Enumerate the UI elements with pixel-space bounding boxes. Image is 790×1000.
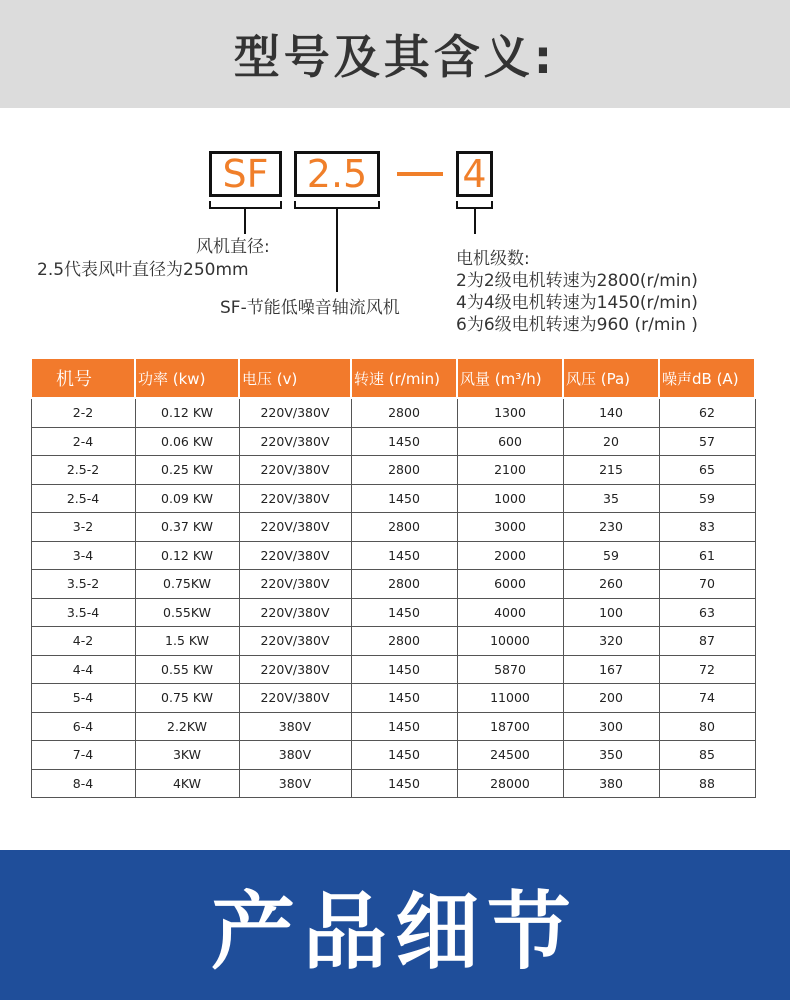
cell-power: 0.37 KW	[135, 513, 239, 542]
spec-table	[30, 357, 756, 798]
cell-speed: 2800	[351, 627, 457, 656]
cell-voltage: 220V/380V	[239, 541, 351, 570]
cell-noise: 83	[659, 513, 755, 542]
cell-voltage: 220V/380V	[239, 484, 351, 513]
header-power: 功率 (kw)	[135, 358, 239, 398]
cell-speed: 1450	[351, 684, 457, 713]
table-row	[31, 769, 755, 798]
header-pressure: 风压 (Pa)	[563, 358, 659, 398]
cell-airflow: 5870	[457, 655, 563, 684]
cell-pressure: 59	[563, 541, 659, 570]
cell-pressure: 167	[563, 655, 659, 684]
bracket-diameter	[294, 201, 380, 209]
code-separator	[397, 172, 443, 176]
product-details-title: 产品细节	[210, 882, 579, 981]
cell-voltage: 220V/380V	[239, 513, 351, 542]
cell-model: 6-4	[31, 712, 135, 741]
desc-poles-line-4: 4为4级电机转速为1450(r/min)	[456, 293, 698, 313]
cell-speed: 1450	[351, 655, 457, 684]
cell-power: 4KW	[135, 769, 239, 798]
cell-pressure: 300	[563, 712, 659, 741]
cell-noise: 72	[659, 655, 755, 684]
table-header-row	[31, 358, 755, 398]
cell-model: 3.5-2	[31, 570, 135, 599]
cell-airflow: 11000	[457, 684, 563, 713]
desc-fan-type: SF-节能低噪音轴流风机	[220, 298, 400, 318]
cell-speed: 1450	[351, 741, 457, 770]
bracket-series	[209, 201, 282, 209]
cell-power: 0.12 KW	[135, 541, 239, 570]
cell-airflow: 3000	[457, 513, 563, 542]
code-part-series: SF	[209, 151, 282, 197]
bracket-poles	[456, 201, 493, 209]
cell-speed: 2800	[351, 398, 457, 427]
cell-power: 0.55 KW	[135, 655, 239, 684]
cell-noise: 61	[659, 541, 755, 570]
table-row	[31, 513, 755, 542]
cell-speed: 1450	[351, 712, 457, 741]
cell-noise: 87	[659, 627, 755, 656]
header-voltage: 电压 (v)	[239, 358, 351, 398]
cell-model: 4-4	[31, 655, 135, 684]
table-body	[31, 398, 755, 798]
desc-diameter-detail: 2.5代表风叶直径为250mm	[37, 260, 249, 280]
cell-power: 3KW	[135, 741, 239, 770]
cell-model: 2-2	[31, 398, 135, 427]
cell-airflow: 28000	[457, 769, 563, 798]
cell-model: 4-2	[31, 627, 135, 656]
cell-airflow: 2000	[457, 541, 563, 570]
desc-poles-title: 电机级数:	[456, 249, 530, 269]
cell-pressure: 320	[563, 627, 659, 656]
cell-noise: 70	[659, 570, 755, 599]
cell-pressure: 230	[563, 513, 659, 542]
cell-voltage: 220V/380V	[239, 684, 351, 713]
table-row	[31, 712, 755, 741]
cell-voltage: 220V/380V	[239, 570, 351, 599]
cell-voltage: 220V/380V	[239, 427, 351, 456]
cell-pressure: 215	[563, 456, 659, 485]
cell-noise: 62	[659, 398, 755, 427]
cell-model: 2-4	[31, 427, 135, 456]
code-part-poles: 4	[456, 151, 493, 197]
cell-pressure: 20	[563, 427, 659, 456]
cell-power: 2.2KW	[135, 712, 239, 741]
cell-airflow: 10000	[457, 627, 563, 656]
table-row	[31, 398, 755, 427]
cell-model: 3-4	[31, 541, 135, 570]
cell-speed: 2800	[351, 570, 457, 599]
cell-power: 0.25 KW	[135, 456, 239, 485]
table-row	[31, 684, 755, 713]
table-row	[31, 484, 755, 513]
desc-poles-line-2: 2为2级电机转速为2800(r/min)	[456, 271, 698, 291]
cell-voltage: 220V/380V	[239, 627, 351, 656]
connector-poles	[474, 209, 476, 234]
header-speed: 转速 (r/min)	[351, 358, 457, 398]
cell-voltage: 380V	[239, 712, 351, 741]
cell-airflow: 4000	[457, 598, 563, 627]
table-row	[31, 655, 755, 684]
cell-voltage: 220V/380V	[239, 598, 351, 627]
cell-pressure: 380	[563, 769, 659, 798]
cell-speed: 2800	[351, 456, 457, 485]
cell-model: 3.5-4	[31, 598, 135, 627]
cell-noise: 74	[659, 684, 755, 713]
cell-noise: 59	[659, 484, 755, 513]
table-row	[31, 598, 755, 627]
cell-noise: 57	[659, 427, 755, 456]
cell-pressure: 35	[563, 484, 659, 513]
cell-airflow: 1000	[457, 484, 563, 513]
cell-voltage: 220V/380V	[239, 456, 351, 485]
cell-voltage: 380V	[239, 769, 351, 798]
cell-power: 1.5 KW	[135, 627, 239, 656]
cell-model: 2.5-2	[31, 456, 135, 485]
cell-model: 2.5-4	[31, 484, 135, 513]
cell-model: 5-4	[31, 684, 135, 713]
cell-voltage: 220V/380V	[239, 655, 351, 684]
desc-diameter-title: 风机直径:	[196, 237, 270, 257]
cell-speed: 1450	[351, 769, 457, 798]
cell-power: 0.75 KW	[135, 684, 239, 713]
code-part-diameter: 2.5	[294, 151, 380, 197]
cell-pressure: 260	[563, 570, 659, 599]
cell-noise: 85	[659, 741, 755, 770]
cell-voltage: 380V	[239, 741, 351, 770]
cell-model: 8-4	[31, 769, 135, 798]
cell-power: 0.12 KW	[135, 398, 239, 427]
cell-airflow: 24500	[457, 741, 563, 770]
cell-airflow: 6000	[457, 570, 563, 599]
cell-voltage: 220V/380V	[239, 398, 351, 427]
cell-noise: 63	[659, 598, 755, 627]
cell-model: 3-2	[31, 513, 135, 542]
cell-speed: 1450	[351, 484, 457, 513]
cell-pressure: 140	[563, 398, 659, 427]
cell-noise: 88	[659, 769, 755, 798]
cell-speed: 1450	[351, 427, 457, 456]
header-model: 机号	[31, 358, 135, 398]
cell-power: 0.09 KW	[135, 484, 239, 513]
desc-poles-line-6: 6为6级电机转速为960 (r/min )	[456, 315, 698, 335]
cell-pressure: 100	[563, 598, 659, 627]
table-row	[31, 570, 755, 599]
table-row	[31, 741, 755, 770]
cell-power: 0.06 KW	[135, 427, 239, 456]
header-airflow: 风量 (m³/h)	[457, 358, 563, 398]
cell-speed: 1450	[351, 541, 457, 570]
cell-model: 7-4	[31, 741, 135, 770]
cell-airflow: 1300	[457, 398, 563, 427]
section-header	[0, 0, 790, 108]
cell-pressure: 200	[563, 684, 659, 713]
cell-airflow: 2100	[457, 456, 563, 485]
section-title: 型号及其含义:	[233, 30, 557, 84]
connector-series	[244, 209, 246, 234]
cell-airflow: 600	[457, 427, 563, 456]
cell-airflow: 18700	[457, 712, 563, 741]
cell-pressure: 350	[563, 741, 659, 770]
cell-speed: 2800	[351, 513, 457, 542]
cell-noise: 65	[659, 456, 755, 485]
table-row	[31, 541, 755, 570]
cell-noise: 80	[659, 712, 755, 741]
table-row	[31, 627, 755, 656]
cell-power: 0.55KW	[135, 598, 239, 627]
cell-power: 0.75KW	[135, 570, 239, 599]
product-details-banner	[0, 850, 790, 1000]
cell-speed: 1450	[351, 598, 457, 627]
connector-diameter	[336, 209, 338, 292]
table-row	[31, 427, 755, 456]
header-noise: 噪声dB (A)	[659, 358, 755, 398]
table-row	[31, 456, 755, 485]
